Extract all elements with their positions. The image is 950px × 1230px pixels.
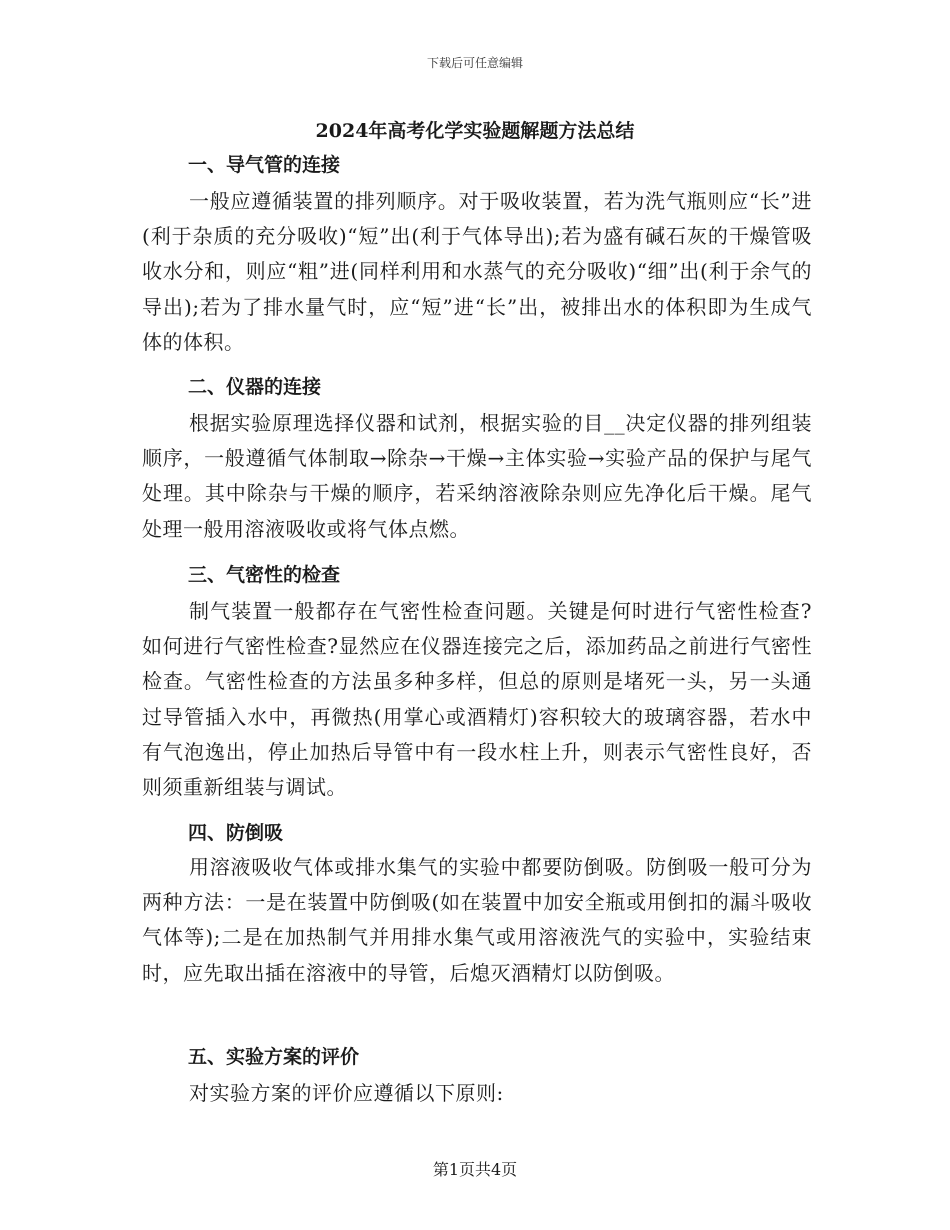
- document-title: 2024年高考化学实验题解题方法总结: [315, 120, 635, 142]
- section-body-1: 一般应遵循装置的排列顺序。对于吸收装置，若为洗气瓶则应“长”进(利于杂质的充分吸收)“短”出(利于气体导出);若为盛有碱石灰的干燥管吸收水分和，则应“粗”进(同样利用和水蒸气的充分吸收)“细”出(利于余气的导出);若为了排水量气时，应“短”进“长”出，被排出水的体积即为生成气体的体积。: [142, 189, 812, 354]
- section-body-2: 根据实验原理选择仪器和试剂，根据实验的目__决定仪器的排列组装顺序，一般遵循气体制取→除杂→干燥→主体实验→实验产品的保护与尾气处理。其中除杂与干燥的顺序，若采纳溶液除杂则应先净化后干燥。尾气处理一般用溶液吸收或将气体点燃。: [142, 411, 812, 541]
- section-heading-5: 五、实验方案的评价: [188, 1046, 360, 1068]
- section-heading-1: 一、导气管的连接: [188, 154, 341, 176]
- section-heading-2: 二、仪器的连接: [188, 376, 322, 398]
- section-body-5: 对实验方案的评价应遵循以下原则:: [189, 1081, 504, 1105]
- section-body-4: 用溶液吸收气体或排水集气的实验中都要防倒吸。防倒吸一般可分为两种方法：一是在装置中防倒吸(如在装置中加安全瓶或用倒扣的漏斗吸收气体等);二是在加热制气并用排水集气或用溶液洗气的实验中，实验结束时，应先取出插在溶液中的导管，后熄灭酒精灯以防倒吸。: [142, 855, 812, 985]
- page-footer: 第1页共4页: [432, 1160, 518, 1179]
- section-body-3: 制气装置一般都存在气密性检查问题。关键是何时进行气密性检查?如何进行气密性检查?显然应在仪器连接完之后，添加药品之前进行气密性检查。气密性检查的方法虽多种多样，但总的原则是堵死一头，另一头通过导管插入水中，再微热(用掌心或酒精灯)容积较大的玻璃容器，若水中有气泡逸出，停止加热后导管中有一段水柱上升，则表示气密性良好，否则须重新组装与调试。: [142, 599, 812, 800]
- section-heading-4: 四、防倒吸: [188, 822, 284, 844]
- page-header-note: 下载后可任意编辑: [426, 56, 523, 70]
- section-heading-3: 三、气密性的检查: [188, 564, 341, 586]
